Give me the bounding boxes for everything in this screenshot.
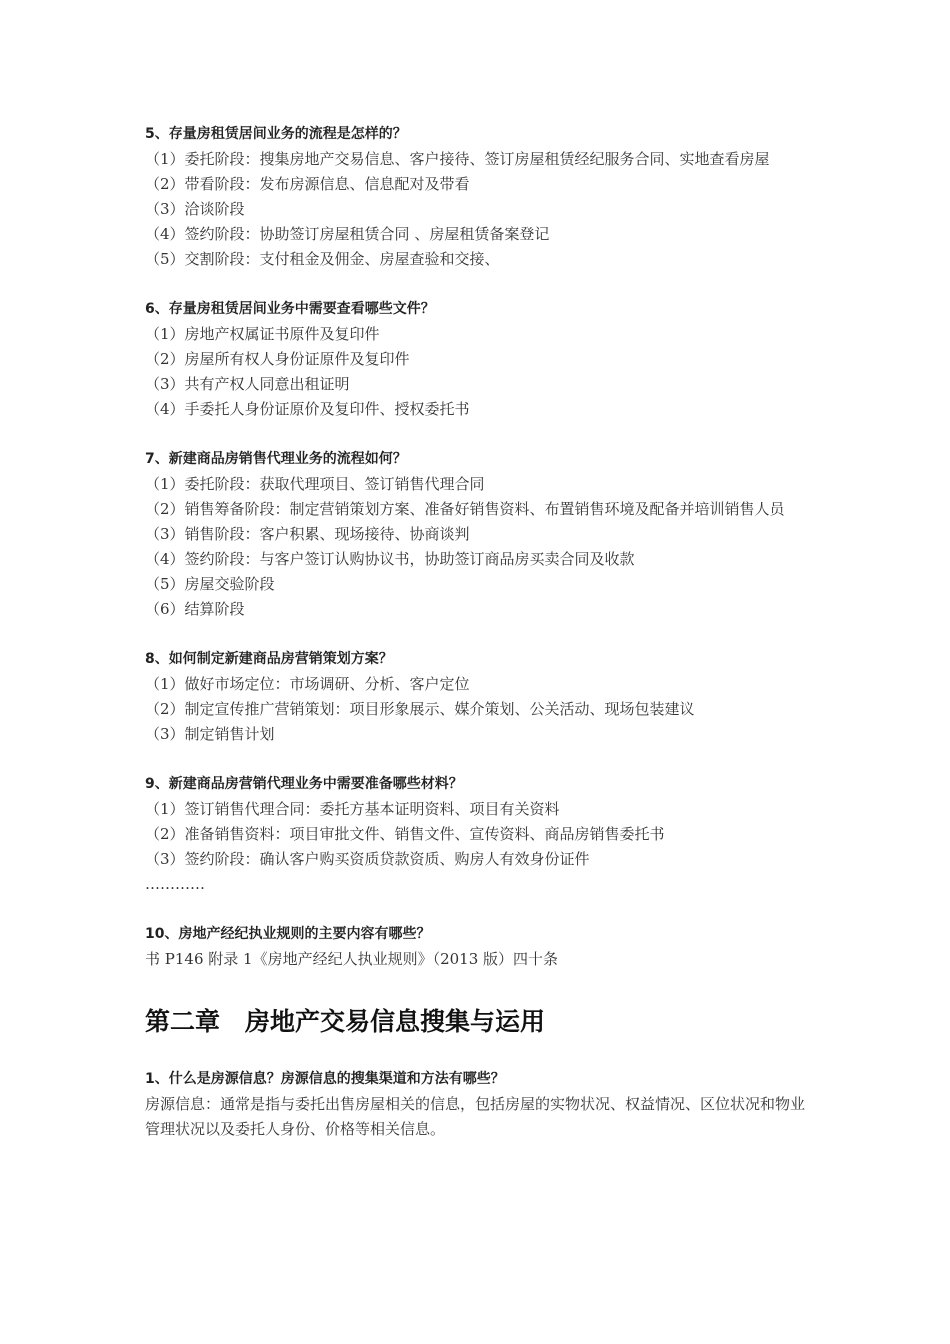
answer-line: （3）制定销售计划 <box>145 725 275 743</box>
answer-line: （1）委托阶段：搜集房地产交易信息、客户接待、签订房屋租赁经纪服务合同、实地查看房屋 <box>145 150 770 168</box>
chapter-title: 第二章 房地产交易信息搜集与运用 <box>145 1007 546 1036</box>
answer-line: （3）签约阶段：确认客户购买资质贷款资质、购房人有效身份证件 <box>145 850 590 868</box>
answer-line: （2）销售筹备阶段：制定营销策划方案、准备好销售资料、布置销售环境及配备并培训销售人员 <box>145 500 785 518</box>
answer-line: （2）制定宣传推广营销策划：项目形象展示、媒介策划、公关活动、现场包装建议 <box>145 700 695 718</box>
question-heading: 7、新建商品房销售代理业务的流程如何？ <box>145 451 407 467</box>
section-7 <box>145 447 810 622</box>
question-heading: 5、存量房租赁居间业务的流程是怎样的？ <box>145 126 407 142</box>
question-heading: 9、新建商品房营销代理业务中需要准备哪些材料？ <box>145 776 463 792</box>
answer-line: （5）房屋交验阶段 <box>145 575 275 593</box>
answer-line: （3）共有产权人同意出租证明 <box>145 375 350 393</box>
answer-line: （4）签约阶段：与客户签订认购协议书，协助签订商品房买卖合同及收款 <box>145 550 635 568</box>
answer-line: （1）签订销售代理合同：委托方基本证明资料、项目有关资料 <box>145 800 560 818</box>
answer-line: （4）签约阶段：协助签订房屋租赁合同 、房屋租赁备案登记 <box>145 225 550 243</box>
section-10 <box>145 922 810 972</box>
answer-line: （1）做好市场定位：市场调研、分析、客户定位 <box>145 675 470 693</box>
answer-line: （2）房屋所有权人身份证原件及复印件 <box>145 350 410 368</box>
answer-line: 房源信息：通常是指与委托出售房屋相关的信息，包括房屋的实物状况、权益情况、区位状况和物业管理状况以及委托人身份、价格等相关信息。 <box>145 1095 806 1138</box>
answer-line: （5）交割阶段：支付租金及佣金、房屋查验和交接、 <box>145 250 500 268</box>
answer-line: （2）准备销售资料：项目审批文件、销售文件、宣传资料、商品房销售委托书 <box>145 825 665 843</box>
answer-line: （3）销售阶段：客户积累、现场接待、协商谈判 <box>145 525 470 543</box>
answer-line: 书 P146 附录 1《房地产经纪人执业规则》（2013 版）四十条 <box>145 950 559 968</box>
answer-line: （1）委托阶段：获取代理项目、签订销售代理合同 <box>145 475 485 493</box>
section-8 <box>145 647 810 747</box>
answer-line: （1）房地产权属证书原件及复印件 <box>145 325 380 343</box>
question-heading: 8、如何制定新建商品房营销策划方案？ <box>145 651 393 667</box>
answer-line: ………… <box>145 875 205 893</box>
answer-line: （6）结算阶段 <box>145 600 245 618</box>
question-heading: 10、房地产经纪执业规则的主要内容有哪些？ <box>145 926 431 942</box>
document-body <box>145 122 810 1142</box>
question-heading: 6、存量房租赁居间业务中需要查看哪些文件？ <box>145 301 435 317</box>
answer-line: （3）洽谈阶段 <box>145 200 245 218</box>
section-5 <box>145 122 810 272</box>
answer-line: （2）带看阶段：发布房源信息、信息配对及带看 <box>145 175 470 193</box>
section-6 <box>145 297 810 422</box>
chapter-section-1 <box>145 1067 810 1142</box>
section-9 <box>145 772 810 897</box>
answer-line: （4）手委托人身份证原价及复印件、授权委托书 <box>145 400 470 418</box>
question-heading: 1、什么是房源信息？房源信息的搜集渠道和方法有哪些？ <box>145 1071 505 1087</box>
